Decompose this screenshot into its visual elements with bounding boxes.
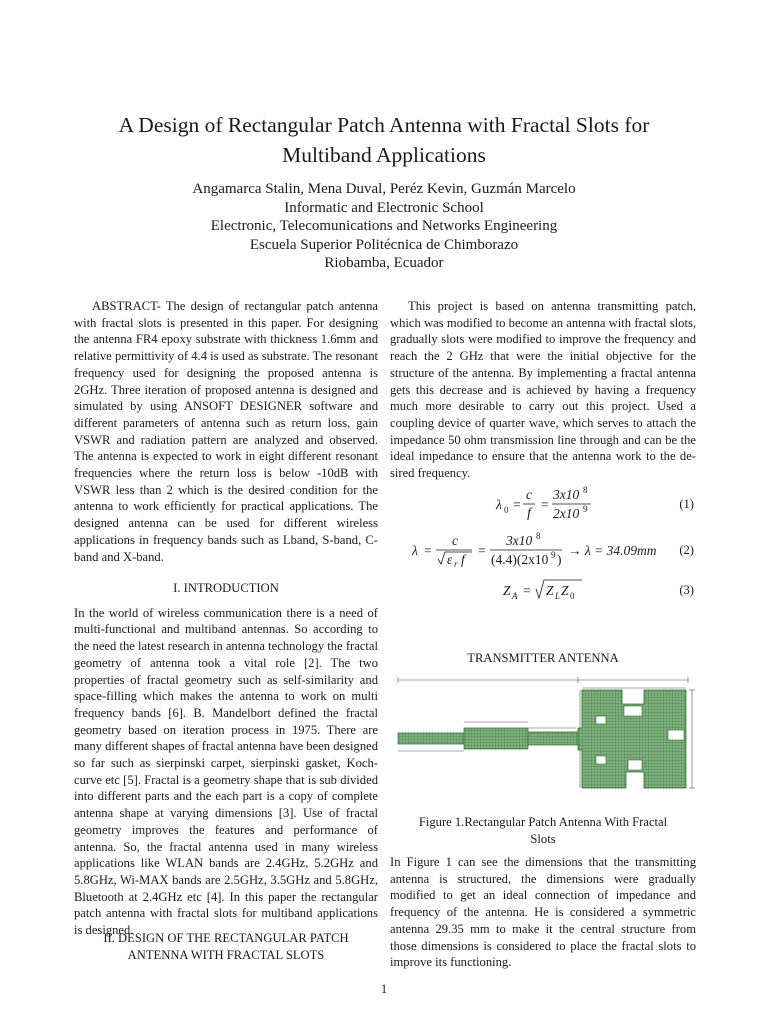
equation-2-number: (2) [679,543,694,557]
figure-caption-line-1: Figure 1.Rectangular Patch Antenna With Fractal [418,815,668,829]
antenna-figure [396,676,696,801]
author-location: Riobamba, Ecuador [324,255,444,271]
intro-right-block [390,298,696,482]
figure-heading: TRANSMITTER ANTENNA [467,651,619,665]
svg-text:Z: Z [503,583,511,598]
svg-text:2x10: 2x10 [553,506,580,521]
antenna-diagram [396,676,696,801]
svg-text:0: 0 [504,505,509,515]
equation-3 [390,570,696,610]
svg-text:f: f [461,552,465,567]
section-1-heading: I. INTRODUCTION [173,581,279,595]
author-block [70,180,698,273]
author-names: Angamarca Stalin, Mena Duval, Peréz Kevin, Guzmán Marcelo [192,181,576,197]
section-2-heading-line-2: ANTENNA WITH FRACTAL SLOTS [127,947,325,962]
equation-1 [390,484,696,524]
svg-text:(4.4)(2x10: (4.4)(2x10 [491,552,549,567]
equation-1-number: (1) [679,497,694,511]
svg-text:8: 8 [583,485,588,495]
svg-text:=: = [541,497,549,512]
svg-text:9: 9 [551,550,556,560]
right-intro-text: This project is based on antenna transmitting patch, which was modified to become an antenna with fractal slots, gradually slots were modified to improve the frequency and reach the 2 GHz that were the initial objective for the structure of the antenna. By implementing a fractal antenna gets this decrease and is achieved by having a frequency much more desirable to carry out this project. Used a coupling device of quarter wave, which serves to attach the impedance 50 ohm transmission line through and can be the ideal impedance to ensure that the antenna work to the desired frequency. [390,299,696,481]
svg-text:=: = [523,583,531,598]
svg-text:=: = [513,497,521,512]
svg-text:A: A [512,591,518,601]
svg-text:r: r [454,559,458,569]
svg-text:Z: Z [546,583,554,598]
svg-text:c: c [526,487,532,502]
abstract-block [74,298,378,565]
svg-text:λ: λ [496,497,502,512]
svg-text:c: c [452,533,458,548]
svg-text:9: 9 [583,504,588,514]
svg-text:L: L [555,591,561,601]
section-1-body: In the world of wireless communication there is a need of multi-functional and multiband antennas. So according to the need the latest research in antenna technology the fractal geometry of antenna took a vital role [2]. The two properties of fractal geometry such as self-similarity and space-filling which makes the antenna to work on multi frequency bands [6]. B. Mandelbort defined the fractal geometry based on iteration process in 1975. There are many different shapes of fractal antenna have been designed so far such as sierpinski carpet, sierpinski gasket, Koch-curve etc [5]. Fractal is a geometry shape that is sub divided into different parts and the each part is a copy of complete antenna shape at varying dimensions [3]. Use of fractal geometry improves the features and performance of antenna. So, the fractal antenna used in many wireless applications like WLAN bands are 2.4GHz, 5.2GHz and 5.8GHz, Wi-MAX bands are 2.5GHz, 3.5GHz and 5.8GHz, Bluetooth at 2.4GHz etc [4]. In this paper the rectangular patch antenna with fractal slots for multiband applications is designed. [74,605,378,938]
figure-heading-block [390,650,696,667]
svg-text:f: f [527,505,531,520]
figure-caption-line-2: Slots [530,831,556,846]
svg-text:Z: Z [561,583,569,598]
title-line-1: A Design of Rectangular Patch Antenna with Fractal Slots for [118,113,650,137]
equation-2 [390,530,696,570]
equation-3-render [390,570,696,610]
introduction-section [74,580,378,939]
equation-1-render [390,484,696,524]
section-2-heading [74,930,378,963]
author-school: Informatic and Electronic School [284,199,484,216]
section-2-heading-line-1: II. DESIGN OF THE RECTANGULAR PATCH [103,931,349,945]
page-number: 1 [380,982,388,996]
author-department: Electronic, Telecomunications and Networks Engineering [210,218,558,234]
svg-text:3x10: 3x10 [506,533,533,548]
figure-discussion-block [390,854,696,971]
svg-text:=: = [424,543,432,558]
author-institution: Escuela Superior Politécnica de Chimborazo [249,236,519,253]
abstract-text: ABSTRACT- The design of rectangular patch antenna with fractal slots is presented in this paper. For designing the antenna FR4 epoxy substrate with thickness 1.6mm and relative permittivity of 4.4 is used as substrate. The resonant frequency used for designing the proposed antenna is 2GHz. Three iteration of proposed antenna is designed and simulated by using ANSOFT DESIGNER software and different parameters of antenna such as return loss, gain VSWR and radiation pattern are analyzed and observed. The antenna is expected to work in eight different resonant frequencies where the return loss is below -10dB with VSWR less than 2 which is the desired condition for the antenna to work efficiently for practical applications. The designed antenna can be used for different wireless applications in frequency bands such as Lband, S-band, C-band and X-band. [74,299,378,564]
equation-2-render [390,530,696,570]
svg-text:0: 0 [570,591,575,601]
svg-text:3x10: 3x10 [553,487,580,502]
svg-text:): ) [557,552,562,567]
paper-title [70,110,698,170]
svg-text:8: 8 [536,531,541,541]
svg-text:=: = [478,543,486,558]
svg-text:ε: ε [447,552,453,567]
equation-3-number: (3) [679,583,694,597]
figure-caption [390,814,696,847]
svg-text:→ λ = 34.09mm: → λ = 34.09mm [568,543,657,558]
figure-discussion-text: In Figure 1 can see the dimensions that the transmitting antenna is structured, the dimensions were gradually modified to get an ideal connection of impedance and frequency of the antenna. He is considered a symmetric antenna 29.35 mm to make it the central structure from those dimensions is considered to place the fractal slots to improve its functioning. [390,855,696,970]
title-line-2: Multiband Applications [282,143,486,167]
svg-text:λ: λ [412,543,418,558]
